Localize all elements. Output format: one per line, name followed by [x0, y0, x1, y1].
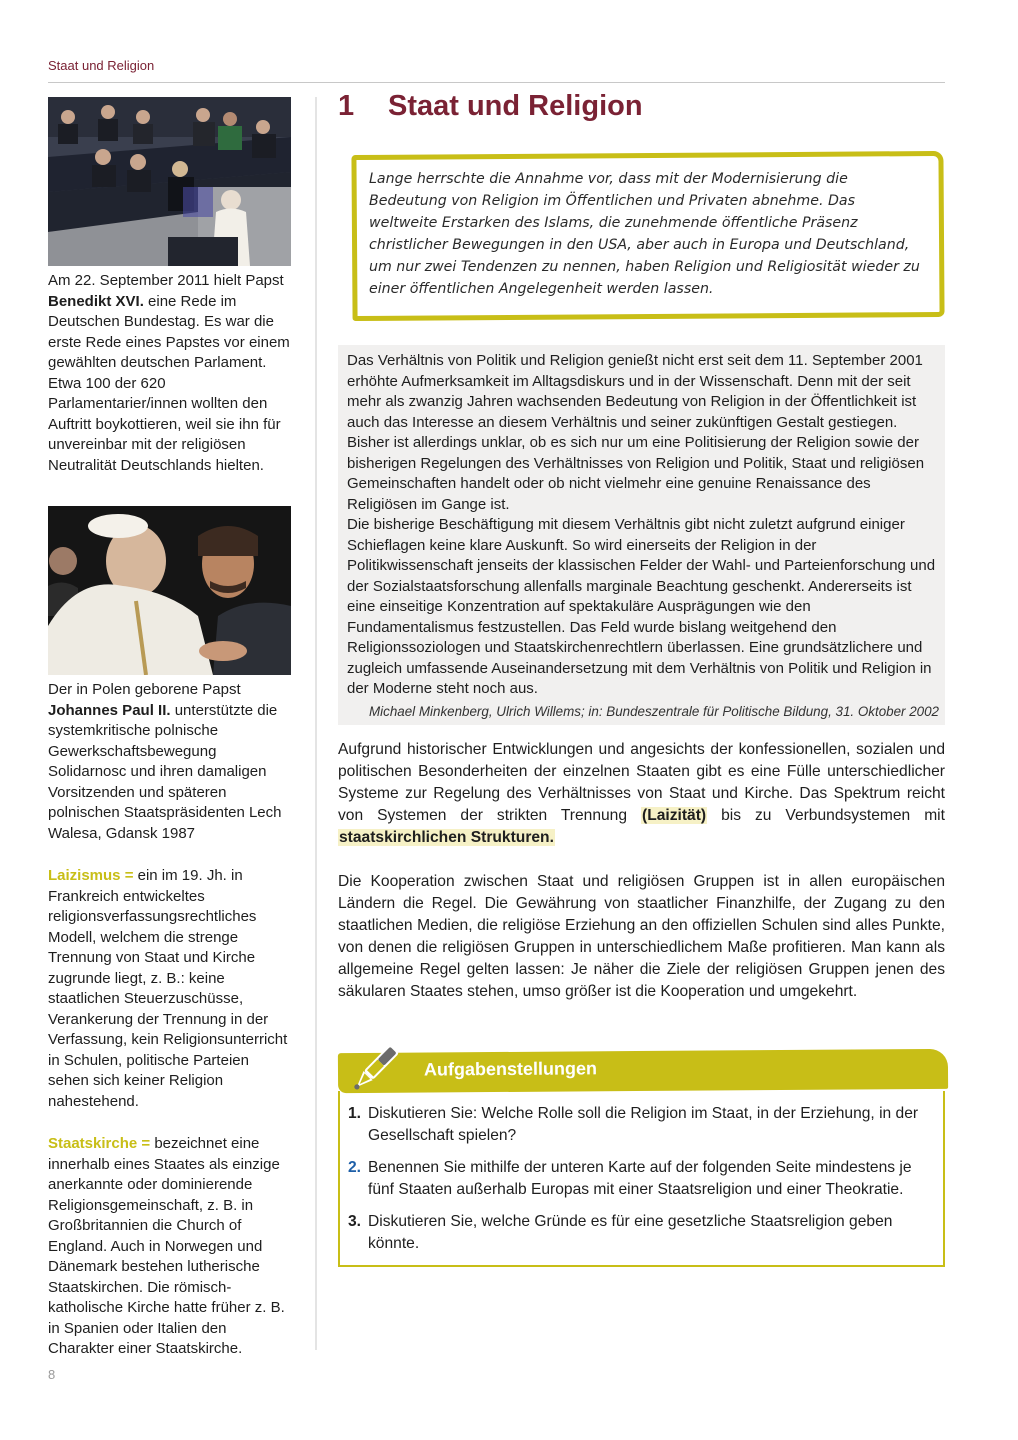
- running-head: Staat und Religion: [48, 58, 155, 73]
- highlight-staatskirchlich: staatskirchlichen Strukturen.: [339, 828, 554, 846]
- caption-benedikt: Am 22. September 2011 hielt Papst Benedikt XVI. eine Rede im Deutschen Bundestag. Es war die erste Rede eines Papstes vor einem gewählten deutschen Parlament. Etwa 100 der 620 Parlamentarier/innen wollten den Auftritt boykottieren, weil sie ihn für unvereinbar mit der religiösen Neutralität Deutschlands hielten.: [48, 272, 290, 474]
- chapter-number: 1: [338, 90, 355, 122]
- main-content: [338, 90, 945, 1267]
- glossary-definition: ein im 19. Jh. in Frankreich entwickeltes religionsverfassungsrechtliches Modell, welchem die strenge Trennung von Staat und Kirche zugrunde liegt, z. B.: keine staatlichen Steuerzuschüsse, Verankerung der Trennung in der Verfassung, kein Religionsunterricht in Schulen, politische Parteien sehen sich keiner Religion nahestehend.: [48, 867, 288, 1110]
- body-paragraph-systems: Aufgrund historischer Entwicklungen und angesichts der konfessionellen, sozialen und politischen Besonderheiten der einzelnen Staaten gibt es eine Fülle unterschiedlicher Systeme zur Regelung des Verhältnisses von Staat und Kirche. Das Spektrum reicht von Systemen der strikten Trennung (Laizität) bis zu Verbundsystemen mit staatskirchlichen Strukturen.: [338, 740, 945, 846]
- task-text: Diskutieren Sie: Welche Rolle soll die Religion im Staat, in der Erziehung, in der Gesellschaft spielen?: [368, 1104, 919, 1144]
- photo-benedikt-bundestag: [48, 97, 291, 266]
- glossary-staatskirche: [48, 1134, 293, 1360]
- caption-bold-name: Johannes Paul II.: [48, 701, 171, 719]
- header-divider: [48, 82, 945, 83]
- body-paragraph-cooperation: Die Kooperation zwischen Staat und religiösen Gruppen ist in allen europäischen Ländern die Regel. Die Gewährung von staatlicher Finanzhilfe, der Zugang zu den staatlichen Medien, die religiöse Erziehung an den offiziellen Schulen sind alles Punkte, von denen die religiösen Gruppen in unterschiedlichem Maße profitieren. Man kann als allgemeine Regel gelten lassen: Je näher die Ziele der religiösen Gruppen jenen des säkularen Staates stehen, umso größer ist die Kooperation und umgekehrt.: [338, 872, 945, 1000]
- task-number: 1.: [348, 1104, 362, 1122]
- task-text: Benennen Sie mithilfe der unteren Karte auf der folgenden Seite mindestens je fünf Staaten außerhalb Europas mit einer Staatsreligion und einer Theokratie.: [368, 1158, 912, 1198]
- chapter-title: [338, 90, 945, 123]
- task-item: [348, 1157, 927, 1201]
- task-text: Diskutieren Sie, welche Gründe es für eine gesetzliche Staatsreligion geben könnte.: [368, 1212, 893, 1252]
- glossary-definition: bezeichnet eine innerhalb eines Staates als einzige anerkannte oder dominierende Religionsgemeinschaft, z. B. in Großbritannien die Church of England. Auch in Norwegen und Dänemark bestehen lutherische Staatskirchen. Die römisch-katholische Kirche hatte früher z. B. in Spanien oder Italien den Charakter einer Staatskirche.: [48, 1135, 285, 1357]
- source-paragraph: Das Verhältnis von Politik und Religion genießt nicht erst seit dem 11. September 2001 erhöhte Aufmerksamkeit im Alltagsdiskurs und in der Wissenschaft. Denn mit der seit mehr als zwanzig Jahren wachsenden Bedeutung von Religion in der Öffentlichkeit ist auch das Interesse an diesem Verhältnis und seiner zukünftigen Gestalt gestiegen. Bisher ist allerdings unklar, ob es sich nur um eine Politisierung der Religion sowie der bisherigen Regelungen des Verhältnisses von Religion und Politik, Staat und religiösen Gemeinschaften handelt oder ob nicht vielmehr eine genuine Renaissance des Religiösen im Gange ist.: [347, 352, 925, 513]
- task-item: [348, 1211, 927, 1255]
- glossary-laizismus: [48, 866, 293, 1112]
- chapter-title-text: Staat und Religion: [388, 90, 643, 122]
- glossary-term: Laizismus =: [48, 867, 134, 884]
- intro-text: Lange herrschte die Annahme vor, dass mit der Modernisierung die Bedeutung von Religion im Öffentlichen und Privaten abnehme. Das weltweite Erstarken des Islams, die zunehmende öffentliche Präsenz christlicher Bewegungen in den USA, aber auch in Europa und Deutschland, um nur zwei Tendenzen zu nennen, haben Religion und Religiosität wieder zu einer öffentlichen Angelegenheit werden lassen.: [368, 171, 920, 298]
- column-divider: [315, 97, 317, 1350]
- sidebar: [48, 97, 293, 1360]
- pope-walesa-photo-illustration: [48, 506, 291, 675]
- caption-johannes-paul: Der in Polen geborene Papst Johannes Paul II. unterstützte die systemkritische polnische Gewerkschaftsbewegung Solidarnosc und ihren damaligen Vorsitzenden und späteren polnischen Staatspräsidenten Lech Walesa, Gdansk 1987: [48, 681, 282, 842]
- source-quote-box: [338, 345, 945, 725]
- glossary-term: Staatskirche =: [48, 1135, 151, 1152]
- tasks-section: [338, 1051, 945, 1267]
- task-number: 2.: [348, 1158, 362, 1176]
- task-item: [348, 1103, 927, 1147]
- highlight-laizitaet: (Laizität): [642, 806, 707, 824]
- task-number: 3.: [348, 1212, 362, 1230]
- source-paragraph: Die bisherige Beschäftigung mit diesem Verhältnis gibt nicht zuletzt aufgrund einiger Schieflagen keine klare Auskunft. So wird einerseits der Religion in der Politikwissenschaft jenseits der klassischen Felder der Wahl- und Parteienforschung und der Sozialstaatsforschung allenfalls marginale Beachtung geschenkt. Andererseits ist eine einseitige Konzentration auf spektakuläre Ausprägungen wie den Fundamentalismus festzustellen. Das Feld wurde bislang weitgehend den Religionssoziologen und Staatskirchenrechtlern überlassen. Eine grundsätzlichere und zugleich umfassende Auseinandersetzung mit dem Verhältnis von Politik und Religion in der Moderne steht noch aus.: [347, 516, 936, 697]
- tasks-title: Aufgabenstellungen: [423, 1057, 598, 1080]
- pen-icon: [342, 1040, 402, 1100]
- page-number: 8: [48, 1367, 56, 1382]
- bundestag-photo-illustration: [48, 97, 291, 266]
- caption-bold-name: Benedikt XVI.: [48, 292, 144, 310]
- source-citation: Michael Minkenberg, Ulrich Willems; in: Bundeszentrale für Politische Bildung, 31. Oktober 2002: [369, 703, 939, 719]
- intro-box: [351, 151, 944, 321]
- tasks-list: [338, 1091, 945, 1267]
- photo-johannes-paul-walesa: [48, 506, 291, 675]
- tasks-banner: [338, 1048, 948, 1092]
